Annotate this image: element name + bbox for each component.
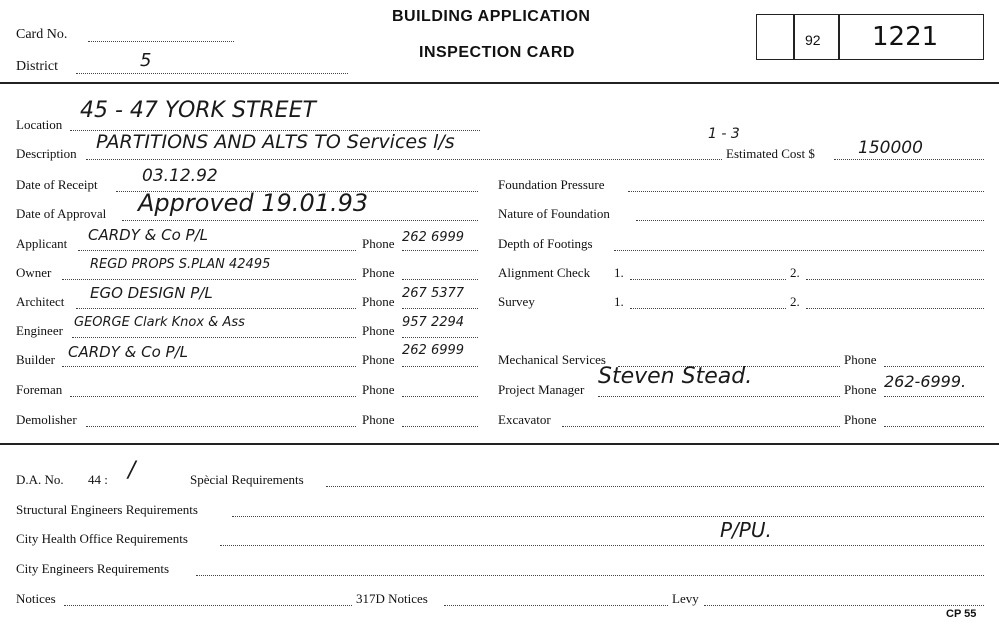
estimated-cost-value: 150000: [858, 138, 923, 158]
date-approval-value: Approved 19.01.93: [138, 189, 369, 217]
project-manager-phone-label: Phone: [844, 382, 877, 397]
form-title: BUILDING APPLICATION: [392, 8, 591, 25]
survey-field-1[interactable]: [630, 308, 786, 309]
alignment-num-1: 1.: [614, 265, 624, 280]
date-approval-label: Date of Approval: [16, 206, 107, 221]
excavator-phone-field[interactable]: [884, 426, 984, 427]
applicant-field[interactable]: [78, 250, 356, 251]
notices-field[interactable]: [64, 605, 352, 606]
architect-field[interactable]: [76, 308, 356, 309]
district-value: 5: [140, 50, 152, 71]
description-levels: 1 - 3: [708, 126, 740, 142]
builder-label: Builder: [16, 352, 55, 367]
applicant-phone-field[interactable]: [402, 250, 478, 251]
alignment-check-label: Alignment Check: [498, 265, 591, 280]
card-box-divider-2: [838, 14, 840, 60]
da-no-handwritten: /: [128, 458, 136, 483]
da-no-label: D.A. No.: [16, 472, 64, 487]
project-manager-value: Steven Stead.: [598, 364, 753, 389]
engineer-phone-field[interactable]: [402, 337, 478, 338]
section-divider: [0, 443, 999, 445]
foreman-field[interactable]: [70, 396, 356, 397]
foundation-pressure-label: Foundation Pressure: [498, 177, 605, 192]
owner-label: Owner: [16, 265, 52, 280]
foundation-pressure-field[interactable]: [628, 191, 984, 192]
alignment-num-2: 2.: [790, 265, 800, 280]
excavator-phone-label: Phone: [844, 412, 877, 427]
applicant-phone: 262 6999: [402, 230, 465, 245]
builder-field[interactable]: [62, 366, 356, 367]
project-manager-field[interactable]: [598, 396, 840, 397]
notices-317d-field[interactable]: [444, 605, 668, 606]
health-requirements-label: City Health Office Requirements: [16, 531, 188, 546]
applicant-value: CARDY & Co P/L: [88, 226, 208, 244]
foreman-label: Foreman: [16, 382, 63, 397]
card-box-divider-1: [793, 14, 795, 60]
excavator-field[interactable]: [562, 426, 840, 427]
health-requirements-field[interactable]: [220, 545, 984, 546]
mechanical-phone-label: Phone: [844, 352, 877, 367]
notices-label: Notices: [16, 591, 56, 606]
survey-field-2[interactable]: [806, 308, 984, 309]
city-engineers-field[interactable]: [196, 575, 984, 576]
nature-foundation-label: Nature of Foundation: [498, 206, 610, 221]
nature-foundation-field[interactable]: [636, 220, 984, 221]
city-engineers-label: City Engineers Requirements: [16, 561, 170, 576]
engineer-phone-label: Phone: [362, 323, 395, 338]
builder-phone-field[interactable]: [402, 366, 478, 367]
foreman-phone-label: Phone: [362, 382, 395, 397]
mechanical-label: Mechanical Services: [498, 352, 606, 367]
builder-value: CARDY & Co P/L: [68, 343, 188, 361]
owner-phone-label: Phone: [362, 265, 395, 280]
levy-field[interactable]: [704, 605, 984, 606]
card-number: 1221: [872, 22, 939, 52]
structural-requirements-label: Structural Engineers Requirements: [16, 502, 198, 517]
location-label: Location: [16, 117, 63, 132]
engineer-label: Engineer: [16, 323, 63, 338]
architect-value: EGO DESIGN P/L: [90, 284, 213, 302]
survey-num-1: 1.: [614, 294, 624, 309]
depth-footings-field[interactable]: [614, 250, 984, 251]
engineer-field[interactable]: [72, 337, 356, 338]
alignment-field-2[interactable]: [806, 279, 984, 280]
demolisher-label: Demolisher: [16, 412, 77, 427]
demolisher-phone-label: Phone: [362, 412, 395, 427]
date-receipt-value: 03.12.92: [142, 166, 218, 186]
project-manager-label: Project Manager: [498, 382, 585, 397]
architect-phone: 267 5377: [402, 286, 465, 301]
form-subtitle: INSPECTION CARD: [419, 44, 575, 61]
special-requirements-field[interactable]: [326, 486, 984, 487]
engineer-value: GEORGE Clark Knox & Ass: [74, 315, 245, 330]
description-field[interactable]: [86, 159, 722, 160]
architect-phone-label: Phone: [362, 294, 395, 309]
owner-field[interactable]: [62, 279, 356, 280]
form-code: CP 55: [946, 608, 977, 620]
card-no-field[interactable]: [88, 41, 234, 42]
architect-phone-field[interactable]: [402, 308, 478, 309]
structural-requirements-field[interactable]: [232, 516, 984, 517]
location-value: 45 - 47 YORK STREET: [80, 98, 316, 123]
special-requirements-label: Spècial Requirements: [190, 472, 304, 487]
date-approval-field[interactable]: [122, 220, 478, 221]
estimated-cost-field[interactable]: [834, 159, 984, 160]
applicant-label: Applicant: [16, 236, 68, 251]
project-manager-phone: 262-6999.: [884, 372, 967, 391]
excavator-label: Excavator: [498, 412, 551, 427]
date-receipt-label: Date of Receipt: [16, 177, 98, 192]
owner-phone-field[interactable]: [402, 279, 478, 280]
description-value: PARTITIONS AND ALTS TO Services l/s: [96, 131, 455, 153]
applicant-phone-label: Phone: [362, 236, 395, 251]
card-no-label: Card No.: [16, 27, 68, 42]
health-requirements-value: P/PU.: [720, 518, 772, 542]
depth-footings-label: Depth of Footings: [498, 236, 593, 251]
levy-label: Levy: [672, 591, 699, 606]
survey-label: Survey: [498, 294, 535, 309]
project-manager-phone-field[interactable]: [884, 396, 984, 397]
builder-phone: 262 6999: [402, 343, 465, 358]
demolisher-field[interactable]: [86, 426, 356, 427]
demolisher-phone-field[interactable]: [402, 426, 478, 427]
mechanical-phone-field[interactable]: [884, 366, 984, 367]
architect-label: Architect: [16, 294, 65, 309]
alignment-field-1[interactable]: [630, 279, 786, 280]
card-year: 92: [805, 32, 821, 48]
notices-317d-label: 317D Notices: [356, 591, 428, 606]
survey-num-2: 2.: [790, 294, 800, 309]
estimated-cost-label: Estimated Cost $: [726, 146, 815, 161]
engineer-phone: 957 2294: [402, 315, 465, 330]
builder-phone-label: Phone: [362, 352, 395, 367]
district-label: District: [16, 59, 58, 74]
card-number-box: [756, 14, 984, 60]
description-label: Description: [16, 146, 77, 161]
da-no-value: 44 :: [88, 472, 108, 487]
district-field[interactable]: [76, 73, 348, 74]
header-divider: [0, 82, 999, 84]
foreman-phone-field[interactable]: [402, 396, 478, 397]
owner-value: REGD PROPS S.PLAN 42495: [90, 257, 271, 272]
